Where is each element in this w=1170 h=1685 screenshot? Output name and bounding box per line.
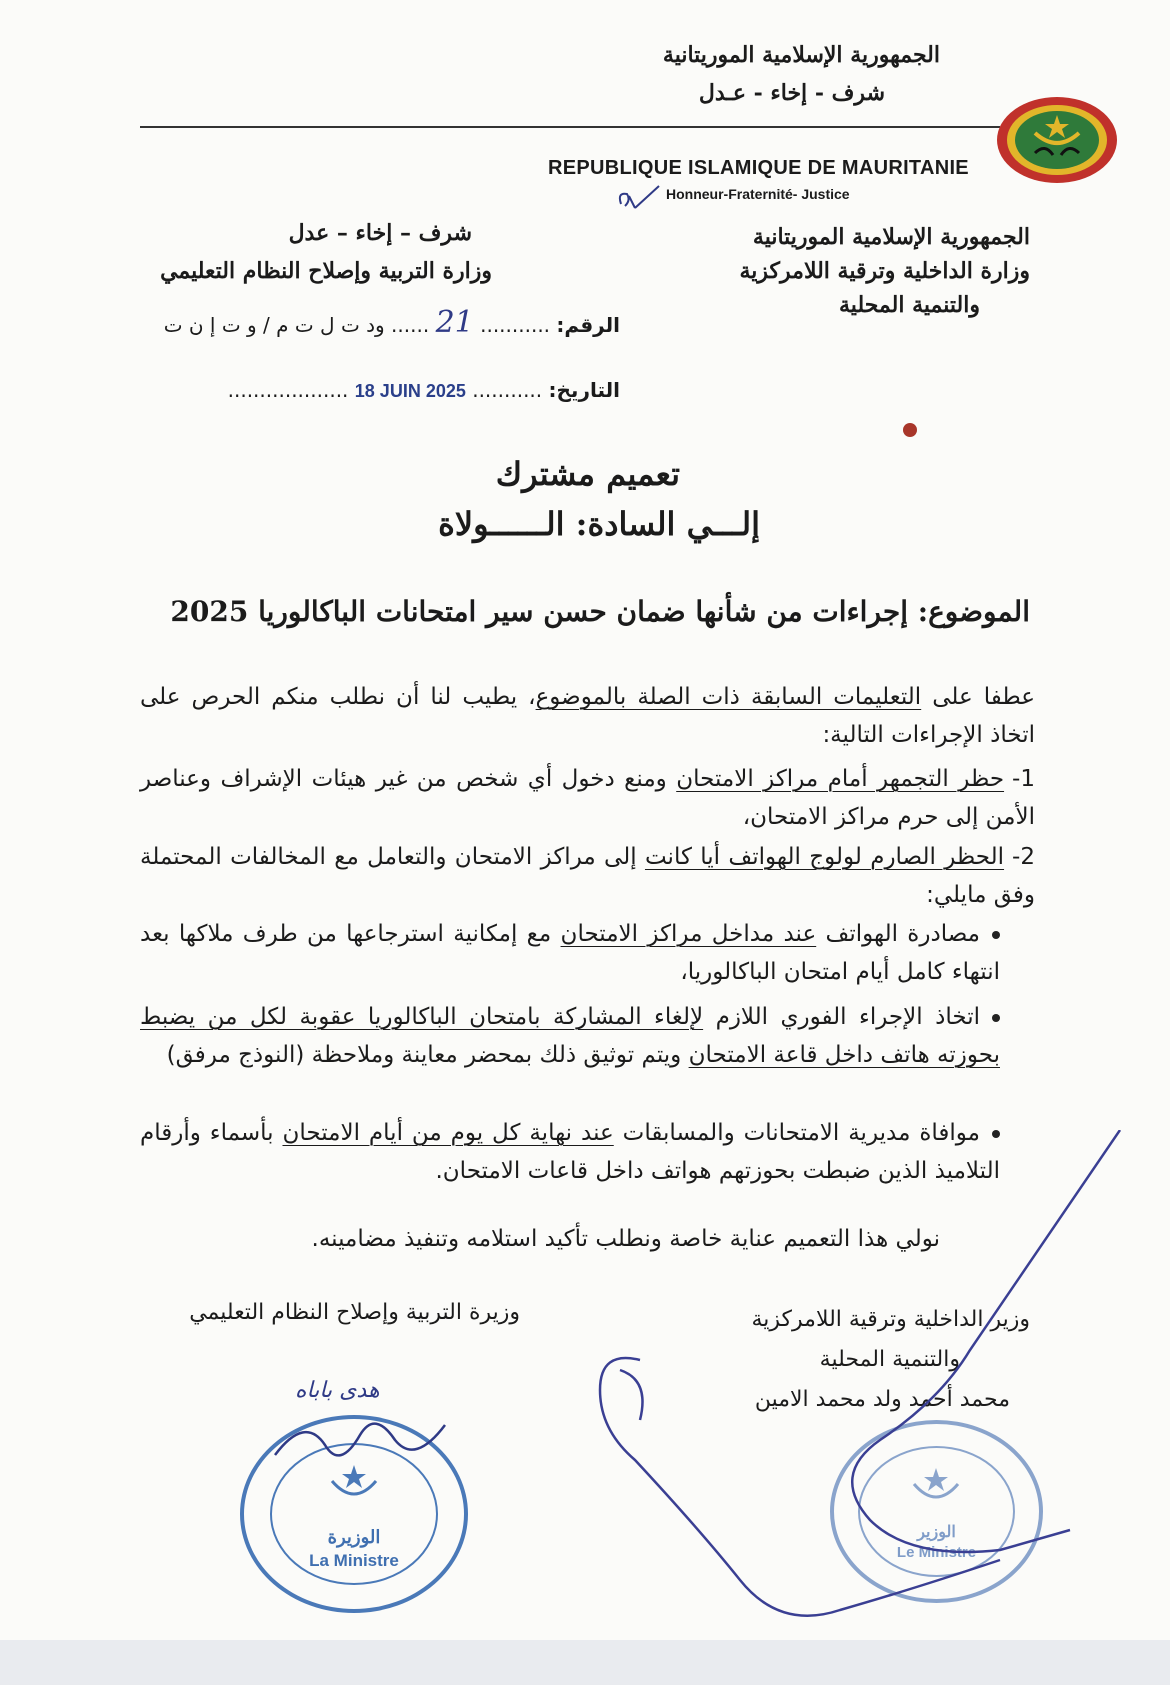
bullet-3-text-1: موافاة مديرية الامتحانات والمسابقات	[613, 1120, 980, 1146]
bullet-item-1	[140, 915, 1000, 991]
subject-line: الموضوع: إجراءات من شأنها ضمان حسن سير امتحانات الباكالوريا 2025	[170, 595, 1030, 628]
list-item-1	[140, 760, 1035, 836]
list-item-2-underlined: الحظر الصارم لولوج الهواتف أيا كانت	[644, 844, 1005, 870]
intro-text-1: عطفا على	[921, 684, 1035, 710]
circular-title: تعميم مشترك	[495, 455, 680, 493]
screenshot-bottom-strip	[0, 1640, 1170, 1685]
header-motto-fr: Honneur-Fraternité- Justice	[666, 186, 850, 202]
bullet-3-underlined: عند نهاية كل يوم من أيام الامتحان	[282, 1120, 614, 1146]
signature-interior-title-2: والتنمية المحلية	[819, 1347, 960, 1372]
bullet-2-underlined: لإلغاء المشاركة بامتحان الباكالوريا عقوبة لكل من يضبط بحوزته هاتف داخل قاعة الامتحان	[140, 1004, 1000, 1068]
list-item-1-number: 1-	[1012, 766, 1035, 792]
stamp-left-fr: La Ministre	[309, 1551, 399, 1570]
bullet-1-underlined: عند مداخل مراكز الامتحان	[560, 921, 817, 947]
circular-addressee: إلـــي السادة: الــــــولاة	[438, 505, 760, 543]
date-dots: ...........	[472, 378, 543, 402]
ministry-education-line-2: وزارة التربية وإصلاح النظام التعليمي	[160, 258, 492, 284]
ministry-education-block	[152, 214, 492, 290]
stamp-right-ar: الوزير	[917, 1524, 956, 1541]
reference-number-suffix: ...... ود ت ل ت م / و ت إ ن ت	[163, 313, 430, 337]
handwritten-initials-icon	[615, 182, 663, 214]
header-country-fr: REPUBLIQUE ISLAMIQUE DE MAURITANIE	[548, 157, 969, 179]
signature-education-title: وزيرة التربية وإصلاح النظام التعليمي	[189, 1300, 520, 1325]
reference-number-label: الرقم:	[556, 313, 620, 337]
stamp-left-ar: الوزيرة	[327, 1527, 381, 1547]
bullet-1-text-2: مع إمكانية استرجاعها من طرف ملاكها بعد انتهاء كامل أيام امتحان الباكالوريا،	[140, 921, 1000, 985]
intro-paragraph	[140, 678, 1035, 754]
bullet-dot	[992, 931, 1000, 939]
stamp-right-fr: Le Ministre	[896, 1544, 977, 1561]
ministry-interior-block	[739, 220, 1030, 322]
intro-text-underlined: التعليمات السابقة ذات الصلة بالموضوع	[535, 684, 922, 710]
header-rule	[140, 126, 1000, 128]
bullet-3-text-2: بأسماء وأرقام التلاميذ الذين ضبطت بحوزتهم هواتف داخل قاعات الامتحان.	[140, 1120, 1000, 1184]
bullet-2-text-1: اتخاذ الإجراء الفوري اللازم	[703, 1004, 980, 1030]
closing-line: نولي هذا التعميم عناية خاصة ونطلب تأكيد استلامه وتنفيذ مضامينه.	[311, 1226, 940, 1252]
date-stamp: 18 JUIN 2025	[354, 381, 466, 401]
bullet-2-text-2: ويتم توثيق ذلك بمحضر معاينة وملاحظة (النوذج مرفق)	[166, 1042, 689, 1068]
signature-education-name: هدى باباه	[295, 1378, 380, 1403]
ministry-interior-line-1: الجمهورية الإسلامية الموريتانية	[752, 224, 1030, 250]
interior-signature-icon	[580, 1130, 1140, 1640]
ministry-interior-line-2: وزارة الداخلية وترقية اللامركزية	[739, 258, 1030, 284]
signature-interior-name: محمد أحمد ولد محمد الامين	[754, 1387, 1010, 1412]
ink-spot	[903, 423, 917, 437]
date-label: التاريخ:	[548, 378, 620, 402]
list-item-2	[140, 838, 1035, 914]
header-motto-ar: شرف - إخاء - عـدل	[698, 80, 885, 106]
list-item-1-text: ومنع دخول أي شخص من غير هيئات الإشراف وعناصر الأمن إلى حرم مراكز الامتحان،	[140, 766, 1035, 830]
list-item-2-number: 2-	[1012, 844, 1035, 870]
date-line	[215, 378, 620, 402]
reference-number-line	[150, 305, 620, 340]
ministry-education-line-1: شرف – إخاء – عدل	[288, 220, 472, 246]
bullet-dot	[992, 1014, 1000, 1022]
mauritania-emblem-icon	[995, 95, 1120, 185]
bullet-item-2	[140, 998, 1000, 1074]
header-country-ar: الجمهورية الإسلامية الموريتانية	[662, 42, 940, 68]
list-item-2-text: إلى مراكز الامتحان والتعامل مع المخالفات المحتملة وفق مايلي:	[140, 844, 1035, 908]
intro-text-2: ، يطيب لنا أن نطلب منكم الحرص على اتخاذ الإجراءات التالية:	[140, 684, 1035, 748]
reference-number-dots: ...........	[480, 313, 551, 337]
ministry-interior-line-3: والتنمية المحلية	[839, 292, 980, 318]
date-trail: ...................	[227, 378, 349, 402]
education-signature-icon	[265, 1395, 455, 1485]
signature-interior-title-1: وزير الداخلية وترقية اللامركزية	[751, 1307, 1030, 1332]
reference-number-handwritten: 21	[435, 305, 474, 340]
bullet-1-text-1: مصادرة الهواتف	[816, 921, 980, 947]
list-item-1-underlined: حظر التجمهر أمام مراكز الامتحان	[676, 766, 1005, 792]
